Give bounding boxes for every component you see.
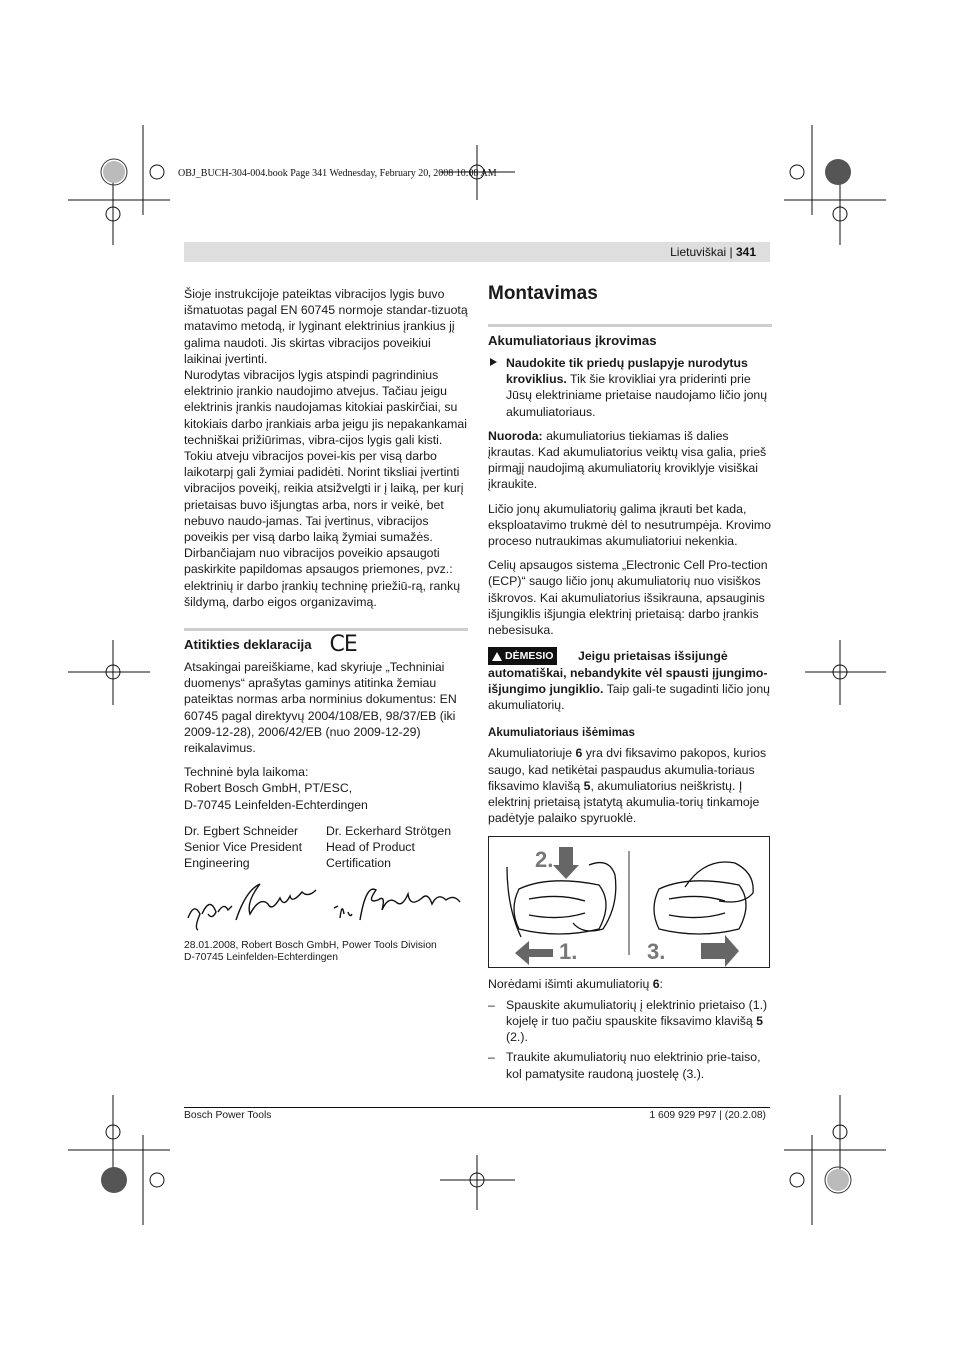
battery-removal-figure	[488, 836, 770, 968]
dash-2: –	[488, 1050, 495, 1065]
footer-brand: Bosch Power Tools	[184, 1110, 272, 1121]
remove-step-1-ref: 5	[756, 1013, 763, 1028]
remove-intro-ref: 6	[652, 977, 660, 992]
charger-bullet	[488, 355, 772, 420]
charging-heading: Akumuliatoriaus įkrovimas	[488, 324, 772, 349]
montavimas-heading: Montavimas	[488, 283, 598, 304]
note-label: Nuoroda:	[488, 428, 543, 443]
signatory-1-title: Senior Vice President	[184, 840, 303, 855]
signatory-2-name: Dr. Eckerhard Strötgen	[326, 823, 452, 838]
note-text: akumuliatorius tiekiamas iš dalies įkrautas. Kad akumuliatorius veiktų visa galia, prieš pirmąjį naudojimą akumuliatorių kroviklyje visiškai įkraukite.	[488, 428, 767, 492]
conformity-paragraph: Atsakingai pareiškiame, kad skyriuje „Techniniai duomenys“ aprašytas gaminys atitinka žemiau pateiktas normas arba norminius dokumentus: EN 60745 pagal direktyvų 2004/108/EB, 98/37/EB (iki 2009-12-28), 2006/42/EB (nuo 2009-12-29) reikalavimus.	[184, 660, 457, 756]
left-column	[184, 286, 468, 964]
charging-paragraph: Ličio jonų akumuliatorių galima įkrauti bet kada, eksploatavimo trukmė dėl to nesutrumpėja. Krovimo proceso nutraukimas akumuliatoriui nekenkia.	[488, 501, 771, 549]
warning-text: Taip gali-te sugadinti ličio jonų akumuliatorių.	[488, 681, 771, 713]
date-line: 28.01.2008, Robert Bosch GmbH, Power Tools Division	[184, 939, 437, 951]
remove-step-1-end: (2.).	[506, 1030, 528, 1045]
footer-rule	[184, 1107, 770, 1108]
battery-illustration	[489, 837, 769, 967]
warning-badge-label: DĖMESIO	[505, 650, 554, 663]
signatory-2-title: Head of Product	[326, 840, 415, 855]
removal-heading: Akumuliatoriaus išėmimas	[488, 726, 635, 740]
signatory-2-dept: Certification	[326, 856, 391, 871]
page-header	[184, 242, 770, 262]
signatory-1-name: Dr. Egbert Schneider	[184, 823, 299, 838]
warning-triangle-icon	[492, 652, 502, 661]
remove-step-1-text: Spauskite akumuliatorių į elektrinio prietaiso (1.) kojelę ir tuo pačiu spauskite fiksavimo klavišą	[506, 997, 768, 1028]
step-1-label: 1.	[559, 939, 578, 965]
address-line: D-70745 Leinfelden-Echterdingen	[184, 951, 338, 963]
footer-code: 1 609 929 P97 | (20.2.08)	[649, 1110, 766, 1121]
note-paragraph	[488, 428, 772, 493]
header-text	[670, 245, 756, 259]
ecp-paragraph: Celių apsaugos sistema „Electronic Cell Pro-tection (ECP)“ saugo ličio jonų akumuliatorių nuo visiškos iškrovos. Kai akumuliatorius išsikrauna, apsauginis išjungiklis išjungia elektrinį prietaisą: darbo įrankis nebesisuka.	[488, 558, 768, 638]
vibration-paragraph-2: Nurodytas vibracijos lygis atspindi pagrindinius elektrinio įrankio naudojimo atvejus. Tačiau jeigu elektrinis įrankis naudojamas kitokiai paskirčiai, su kitokiais darbo įrankiais arba jeigu jis nepakankamai techniškai prižiūrimas, vibra-cijos lygis gali kisti. Tokiu atveju vibracijos povei-kis per visą darbo laikotarpį gali žymiai padidėti. Norint tiksliai įvertinti vibracijos poveikį, reikia atsižvelgti ir į laiką, per kurį prietaisas buvo išjungtas arba, nors ir veikė, bet nebuvo naudo-jamas. Tai įvertinus, vibracijos poveikis per visą darbo laiką žymiai sumažės.	[184, 368, 467, 545]
signatory-1	[184, 823, 326, 872]
step-2-label: 2.	[535, 847, 554, 873]
header-separator: |	[729, 245, 733, 259]
charger-bullet-text: Tik šie krovikliai yra priderinti prie Jūsų elektriniame prietaise naudojamo ličio jonų akumuliatoriaus.	[506, 372, 768, 419]
remove-intro-text: Norėdami išimti akumuliatorių	[488, 977, 653, 992]
remove-intro-colon: :	[659, 977, 663, 992]
signatures-image	[184, 878, 468, 934]
signatory-2	[326, 823, 468, 872]
remove-intro	[488, 976, 772, 992]
remove-step-2	[488, 1049, 772, 1081]
bullet-triangle-icon	[490, 358, 497, 366]
step-3-label: 3.	[647, 939, 666, 965]
signatory-1-dept: Engineering	[184, 856, 250, 871]
removal-text-c: yra dvi fiksavimo pakopos, kurios saugo, kad netikėtai paspaudus akumulia-toriaus fiksavimo klavišą	[488, 746, 767, 793]
tech-file-line-1: Techninė byla laikoma:	[184, 765, 309, 780]
conformity-title: Atitikties deklaracija	[184, 637, 312, 653]
remove-step-1	[488, 997, 772, 1046]
page-number: 341	[735, 245, 756, 259]
header-language: Lietuviškai	[670, 245, 727, 259]
right-column	[488, 282, 772, 1082]
vibration-paragraph-3: Dirbančiajam nuo vibracijos poveikio apsaugoti paskirkite papildomas apsaugos priemones, pvz.: elektrinių ir darbo įrankių techninę priežiū-rą, rankų šildymą, darbo eigos organizavimą.	[184, 546, 461, 609]
print-slug: OBJ_BUCH-304-004.book Page 341 Wednesday, February 20, 2008 10:08 AM	[178, 168, 497, 179]
signatories	[184, 823, 468, 872]
removal-ref-6: 6	[575, 746, 583, 761]
vibration-paragraph-1: Šioje instrukcijoje pateiktas vibracijos lygis buvo išmatuotas pagal EN 60745 normoje standar-tizuotą matavimo metodą, ir lyginant elektrinius įrankius jį galima naudoti. Jis skirtas vibracijos poveikiui laikinai įvertinti.	[184, 287, 468, 366]
conformity-heading	[184, 628, 468, 658]
ce-mark-icon: CE	[329, 632, 357, 658]
remove-step-2-text: Traukite akumuliatorių nuo elektrinio prie-taiso, kol pamatysite raudoną juostelę (3.).	[506, 1050, 761, 1081]
charger-bullet-bold: Naudokite tik priedų puslapyje nurodytus kroviklius.	[506, 356, 748, 387]
removal-text-e: , akumuliatorius neiškristų. Į elektrinį prietaisą įstatytą akumulia-torių tinkamoje padėtyje palaiko spyruoklė.	[488, 778, 760, 826]
dash-1: –	[488, 997, 495, 1012]
warning-bold: Jeigu prietaisas išsijungė automatiškai, nebandykite vėl spausti įjungimo-išjungimo jungiklio.	[488, 649, 768, 696]
removal-ref-5: 5	[583, 778, 591, 793]
removal-paragraph	[488, 745, 772, 826]
warning-badge	[488, 647, 557, 665]
tech-file-line-2: Robert Bosch GmbH, PT/ESC,	[184, 781, 353, 796]
removal-text-a: Akumuliatoriuje	[488, 746, 576, 761]
tech-file-line-3: D-70745 Leinfelden-Echterdingen	[184, 797, 368, 812]
